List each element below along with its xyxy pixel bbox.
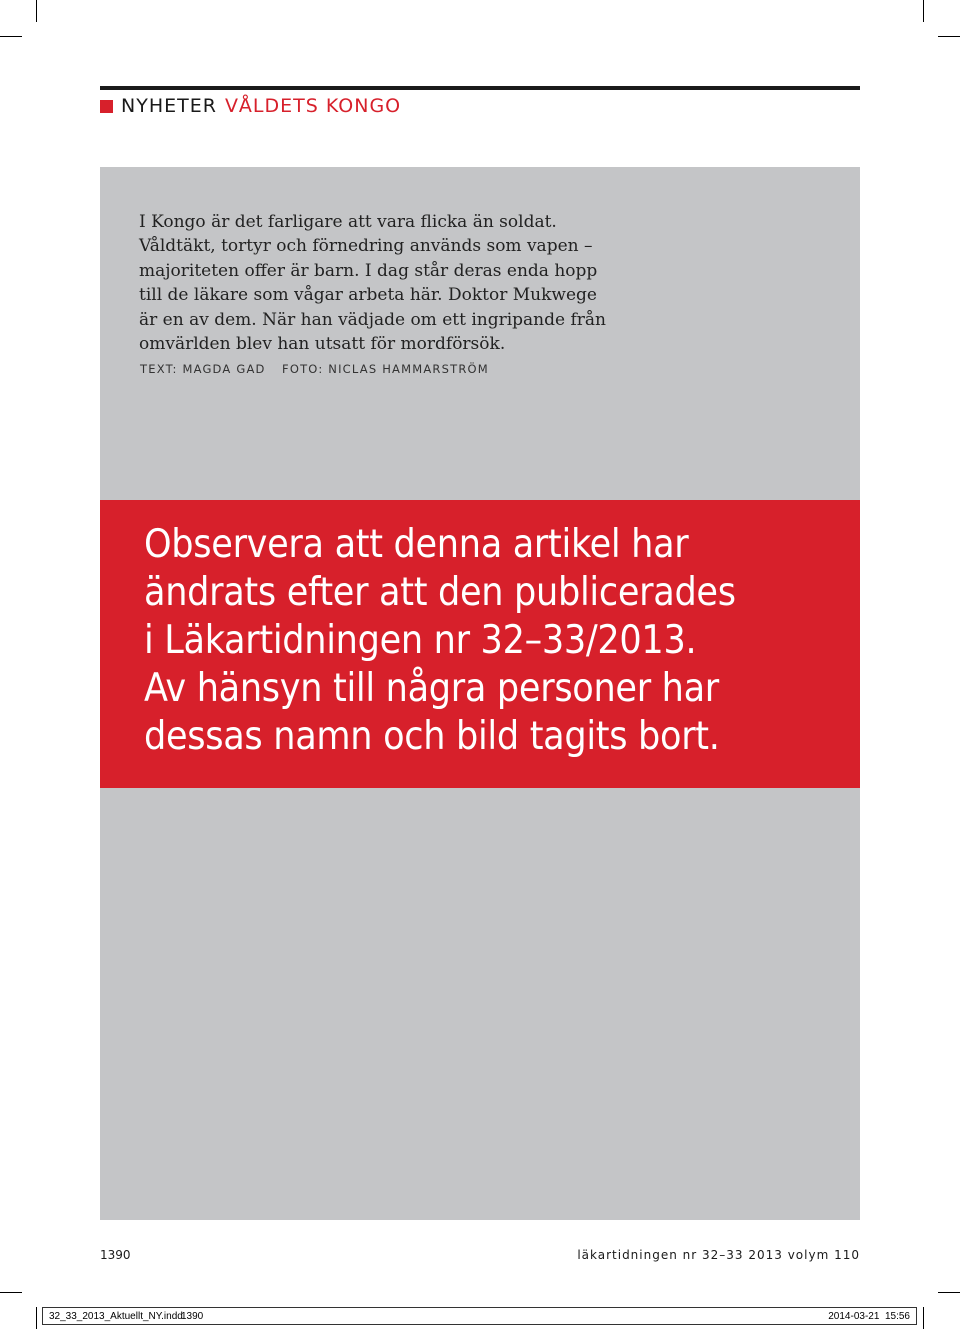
section-rule: [100, 86, 860, 90]
ingress-line: omvärlden blev han utsatt för mordförsök.: [139, 334, 506, 355]
print-slug: [42, 1307, 917, 1325]
crop-mark: [36, 0, 37, 22]
section-square-icon: [100, 100, 113, 113]
crop-mark: [0, 1292, 22, 1293]
crop-mark: [923, 1307, 924, 1329]
text-credit: TEXT: MAGDA GAD: [140, 362, 266, 376]
crop-mark: [0, 36, 22, 37]
notice-line: Observera att denna artikel har: [144, 522, 689, 567]
notice-line: dessas namn och bild tagits bort.: [144, 714, 720, 759]
slug-date: 2014-03-21: [828, 1310, 880, 1322]
ingress-line: till de läkare som vågar arbeta här. Doktor Mukwege: [139, 285, 597, 306]
slug-time: 15:56: [884, 1310, 910, 1322]
crop-mark: [938, 36, 960, 37]
page-number: 1390: [100, 1248, 131, 1262]
photo-credit: FOTO: NICLAS HAMMARSTRÖM: [282, 362, 489, 376]
crop-mark: [923, 0, 924, 22]
ingress: [139, 210, 639, 356]
folio: läkartidningen nr 32–33 2013 volym 110: [577, 1248, 860, 1262]
section-category: NYHETER: [121, 95, 217, 117]
notice-line: i Läkartidningen nr 32–33/2013.: [144, 618, 697, 663]
ingress-line: majoriteten offer är barn. I dag står deras enda hopp: [139, 260, 598, 281]
section-title: VÅLDETS KONGO: [224, 95, 402, 117]
slug-page: 1390: [181, 1310, 204, 1322]
notice-line: Av hänsyn till några personer har: [144, 666, 719, 711]
crop-mark: [938, 1292, 960, 1293]
byline: [140, 362, 489, 376]
ingress-line: I Kongo är det farligare att vara flicka än soldat.: [139, 212, 557, 232]
section-label: [100, 95, 401, 117]
notice-line: ändrats efter att den publicerades: [144, 570, 736, 615]
crop-mark: [36, 1307, 37, 1329]
notice-text: [144, 521, 736, 761]
slug-timestamp: [828, 1311, 910, 1322]
slug-filename: 32_33_2013_Aktuellt_NY.indd: [49, 1310, 183, 1322]
ingress-line: Våldtäkt, tortyr och förnedring används som vapen –: [139, 236, 593, 257]
notice-box: [100, 500, 860, 788]
ingress-line: är en av dem. När han vädjade om ett ingripande från: [139, 309, 606, 330]
